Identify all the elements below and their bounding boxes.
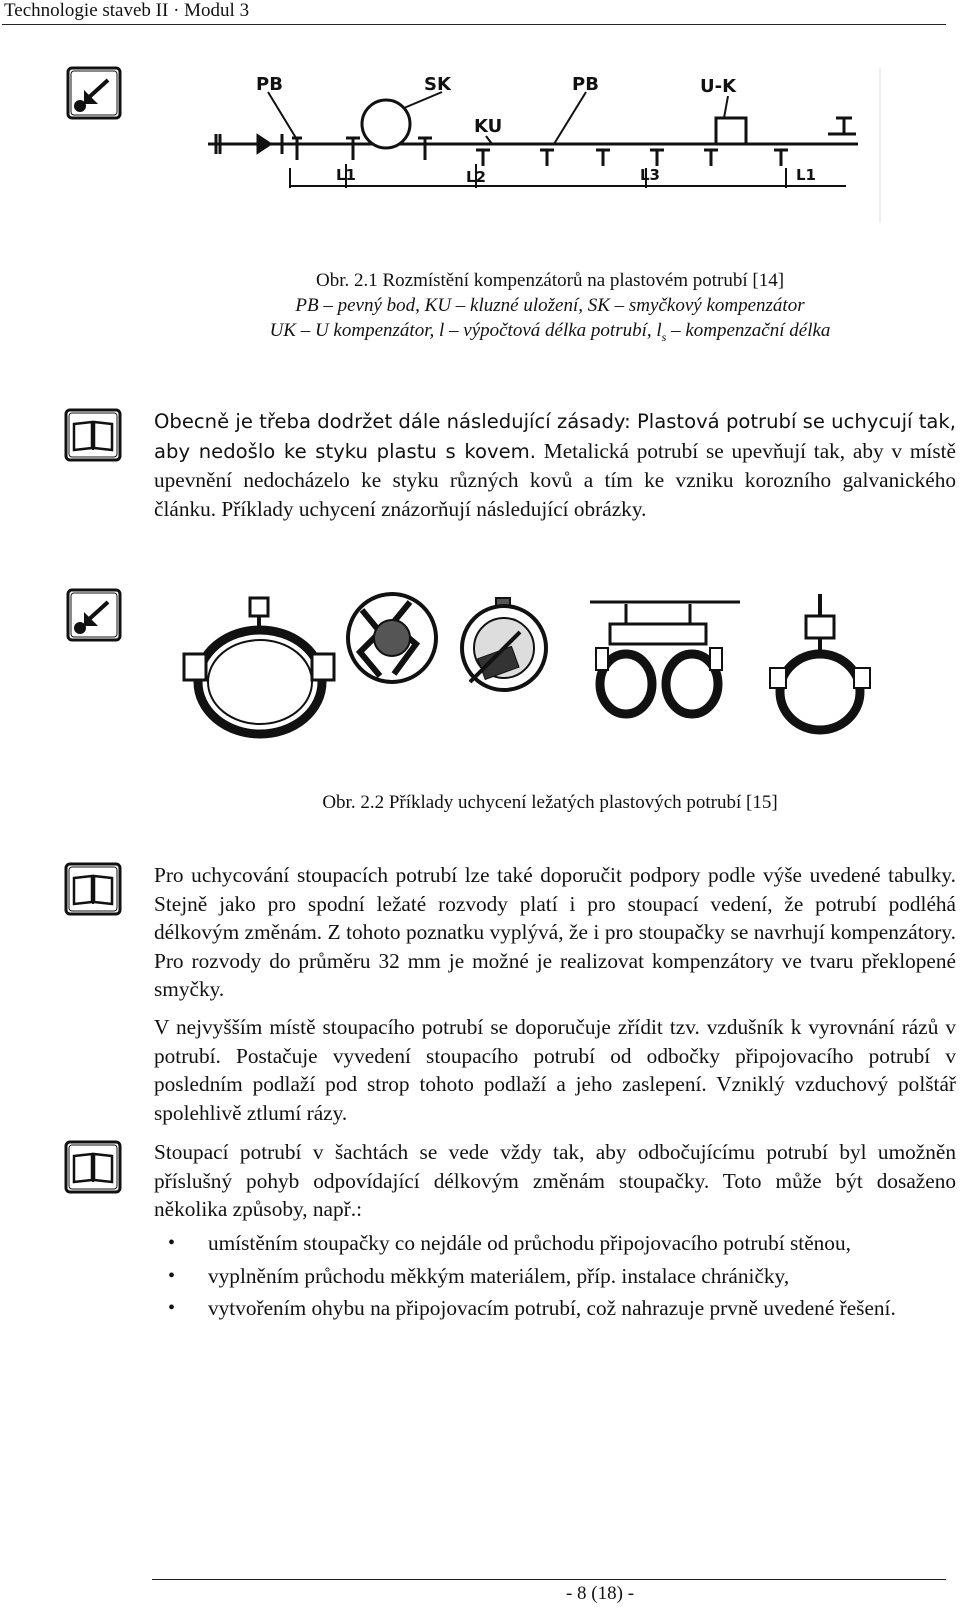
- label-ku: KU: [474, 116, 503, 137]
- paragraph-air-chamber: V nejvyšším místě stoupacího potrubí se doporučuje zřídit tzv. vzdušník k vyrovnání rázů v potrubí. Postačuje vyvedení stoupacího potrubí od odbočky připojovacího potrubí v posledním podlaží pod strop tohoto podlaží a jeho zaslepení. Vzniklý vzduchový polštář spolehlivě ztlumí rázy.: [154, 1015, 956, 1125]
- figure1-caption-line3: UK – U kompenzátor, l – výpočtová délka potrubí, $l_s$ – kompenzační délka: [269, 320, 831, 344]
- label-uk: U-K: [700, 76, 737, 97]
- clamp-hanger-5: [770, 594, 870, 730]
- label-sk: SK: [424, 74, 451, 95]
- compensator-diagram: [196, 68, 886, 228]
- paragraph-shaft-risers: Stoupací potrubí v šachtách se vede vždy tak, aby odbočujícímu potrubí byl umožněn příslušný pohyb odpovídající délkovým změnám stoupačky. Toto může být dosaženo několika způsoby, např.:: [154, 1140, 956, 1222]
- clamp-double-4: [590, 602, 740, 714]
- running-header: Technologie staveb II · Modul 3: [4, 0, 250, 21]
- figure2-caption: Obr. 2.2 Příklady uchycení ležatých plastových potrubí [15]: [322, 792, 778, 813]
- book-icon: [64, 862, 122, 921]
- clamp-split-2: [348, 594, 436, 682]
- header-divider: [2, 24, 946, 25]
- label-l1: L1: [336, 166, 356, 184]
- pipe-clamps-figure: [180, 592, 880, 747]
- label-l3: L3: [640, 166, 660, 184]
- list-item: • vyplněním průchodu měkkým materiálem, příp. instalace chráničky,: [168, 1263, 790, 1288]
- footer-divider: [152, 1579, 946, 1580]
- bullet-list: [154, 1229, 956, 1327]
- list-item: • umístěním stoupačky co nejdále od průchodu připojovacího potrubí stěnou,: [168, 1231, 851, 1255]
- clamp-bracket-3: [462, 598, 546, 690]
- paragraph-principles: Obecně je třeba dodržet dále následující zásady: Plastová potrubí se uchycují tak, aby nedošlo ke styku plastu s kovem. Metalická potrubí se upevňují tak, aby v místě upevnění nedocházelo ke styku různých kovů a tím ke vzniku korozního galvanického článku. Příklady uchycení znázorňují následující obrázky.: [154, 410, 956, 521]
- list-item: • vytvořením ohybu na připojovacím potrubí, což nahrazuje prvně uvedené řešení.: [168, 1296, 896, 1321]
- label-pb-1: PB: [256, 74, 283, 95]
- paragraph-riser-supports: Pro uchycování stoupacích potrubí lze také doporučit podpory podle výše uvedené tabulky. Stejně jako pro spodní ležaté rozvody platí i pro stoupací vedení, že potrubí podléhá délkovým změnám. Z tohoto poznatku vyplývá, že i pro stoupačky se navrhují kompenzátory. Pro rozvody do průměru 32 mm je možné je realizovat kompenzátory ve tvaru překlopené smyčky.: [154, 863, 956, 1002]
- arrow-down-left-icon: [66, 66, 122, 125]
- label-pb-2: PB: [572, 74, 599, 95]
- figure1-caption-line2: PB – pevný bod, KU – kluzné uložení, SK – smyčkový kompenzátor: [295, 295, 805, 316]
- arrow-down-left-icon: [66, 588, 122, 647]
- book-icon: [64, 408, 122, 467]
- page-number: - 8 (18) -: [565, 1583, 635, 1604]
- book-icon: [64, 1140, 122, 1199]
- figure1-caption-line1: Obr. 2.1 Rozmístění kompenzátorů na plastovém potrubí [14]: [315, 270, 785, 291]
- label-l4: L1: [796, 166, 816, 184]
- clamp-ring-1: [184, 598, 334, 734]
- label-l2: L2: [466, 168, 486, 186]
- figure1-caption: [150, 268, 950, 350]
